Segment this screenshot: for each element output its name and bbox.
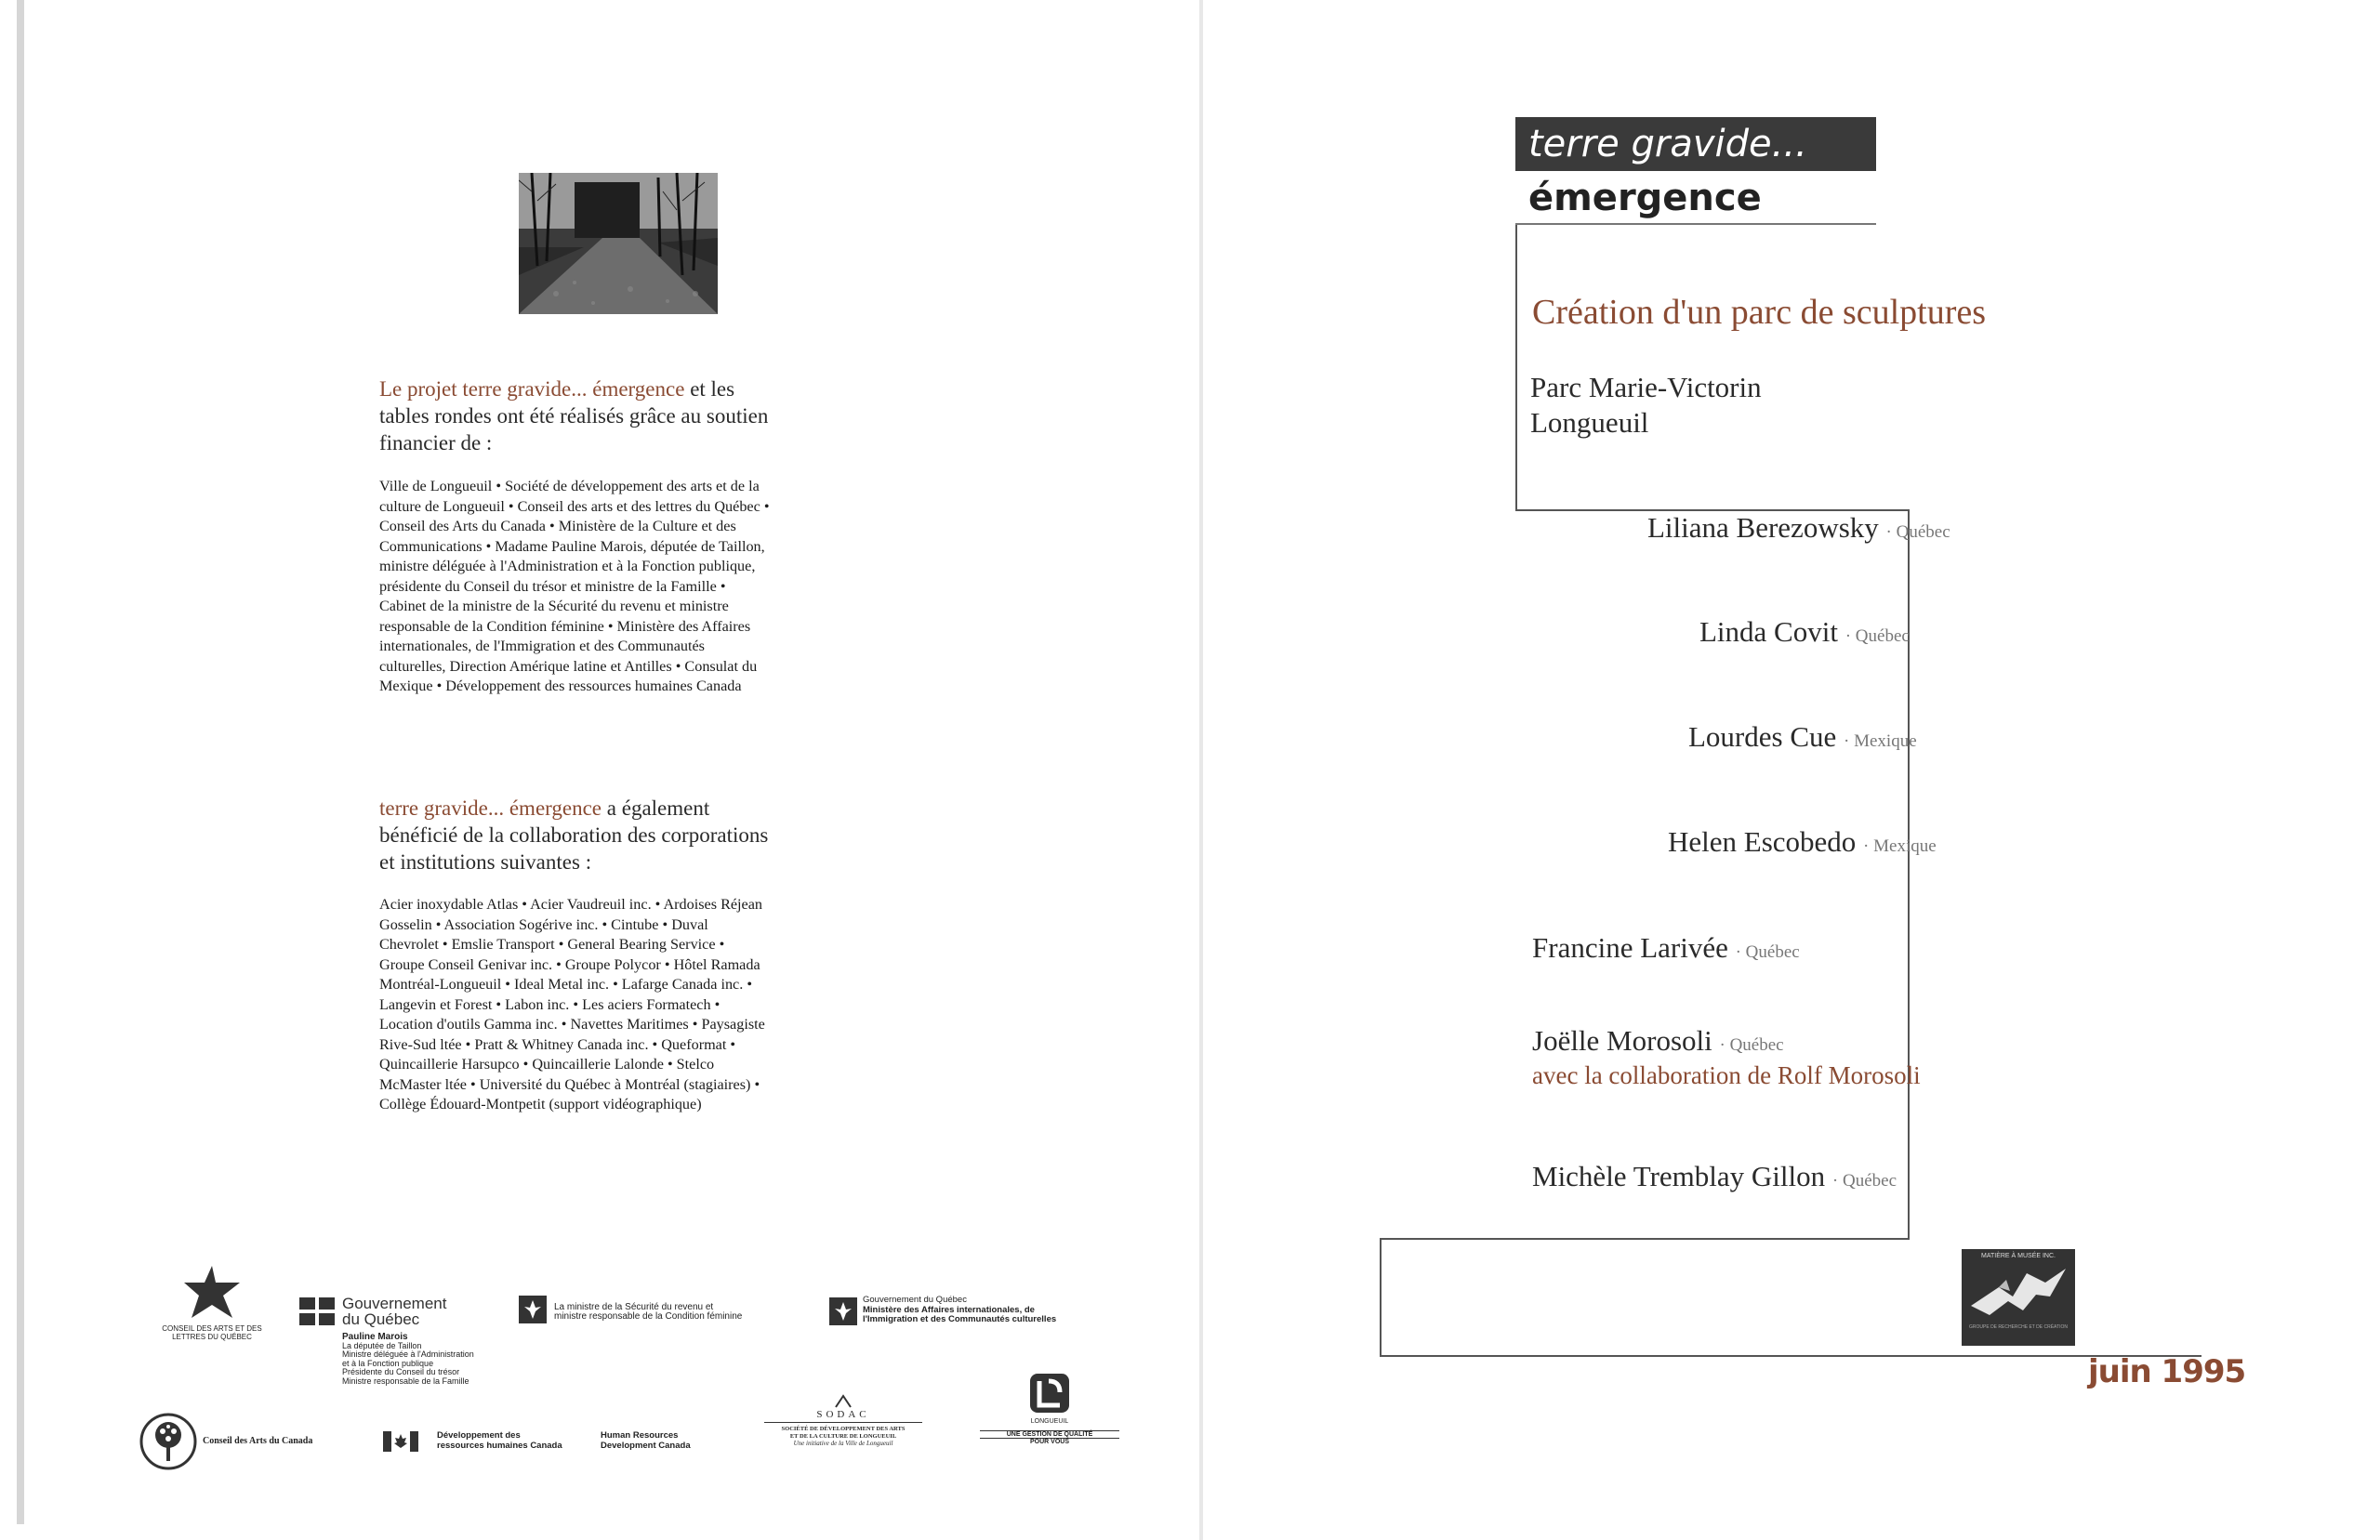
drhc-en-line2: Development Canada bbox=[601, 1440, 691, 1451]
funders-list: Ville de Longueuil • Société de développement des arts et de la culture de Longueuil • Conseil des arts et des lettres du Québec • Conseil des Arts du Canada • Ministère de la Culture et des Communications • Madame Pauline Marois, députée de Taillon, ministre déléguée à l'Administration et à la Fonction publique, présidente du Conseil du trésor et ministre de la Famille • Cabinet de la ministre de la Sécurité du revenu et ministre responsable de la Condition féminine • Ministère des Affaires internationales, de l'Immigration et des Communautés culturelles, Direction Amérique latine et Antilles • Consulat du Mexique • Développement des ressources humaines Canada bbox=[379, 478, 770, 694]
intro-2-accent: terre gravide... émergence bbox=[379, 796, 602, 820]
artist-country: · Québec bbox=[1831, 1171, 1897, 1191]
mai-line3: l'Immigration et des Communautés culturelles bbox=[863, 1314, 1057, 1324]
securite-revenu-logo bbox=[519, 1296, 779, 1327]
artist-country: · Mexique bbox=[1844, 731, 1917, 751]
mai-logo bbox=[829, 1296, 1099, 1333]
longueuil-label: LONGUEUIL bbox=[1030, 1418, 1069, 1425]
artist-name: Joëlle Morosoli bbox=[1532, 1024, 1712, 1057]
artist-country: · Québec bbox=[1719, 1035, 1784, 1055]
location bbox=[1530, 370, 1762, 441]
sponsors-list: Acier inoxydable Atlas • Acier Vaudreuil inc. • Ardoises Réjean Gosselin • Association Sogérive inc. • Cintube • Duval Chevrolet • Emslie Transport • General Bearing Service • Groupe Conseil Genivar inc. • Groupe Polycor • Hôtel Ramada Montréal-Longueuil • Ideal Metal inc. • Lafarge Canada inc. • Langevin et Forest • Labon inc. • Les aciers Formatech • Location d'outils Gamma inc. • Navettes Maritimes • Paysagiste Rive-Sud ltée • Pratt & Whitney Canada inc. • Queformat • Quincaillerie Harsupco • Quincaillerie Lalonde • Stelco McMaster ltée • Université du Québec à Montréal (stagiaires) • Collège Édouard-Montpetit (support vidéographique) bbox=[379, 896, 765, 1112]
longueuil-emblem-icon bbox=[1026, 1370, 1073, 1416]
calq-emblem-icon bbox=[156, 1264, 268, 1320]
longueuil-tag2: POUR VOUS bbox=[1029, 1439, 1069, 1445]
calq-logo bbox=[156, 1264, 268, 1366]
artist-row bbox=[1647, 511, 1950, 545]
sodac-logo bbox=[764, 1394, 922, 1459]
calq-label: CONSEIL DES ARTS ET DES LETTRES DU QUÉBEC bbox=[162, 1324, 262, 1341]
fleur-de-lis-icon bbox=[519, 1296, 547, 1323]
intro-paragraph-1 bbox=[379, 375, 779, 456]
artist-name: Francine Larivée bbox=[1532, 931, 1728, 964]
artist-name: Helen Escobedo bbox=[1668, 825, 1857, 858]
artist-country: · Mexique bbox=[1863, 836, 1937, 856]
location-line2: Longueuil bbox=[1530, 406, 1649, 439]
artist-row bbox=[1699, 615, 1910, 649]
artist-row bbox=[1532, 931, 1800, 965]
artist-country: · Québec bbox=[1885, 522, 1950, 542]
title-emergence: émergence bbox=[1515, 171, 1876, 225]
drhc-en-line1: Human Resources bbox=[601, 1430, 679, 1441]
mai-line1: Gouvernement du Québec bbox=[863, 1295, 967, 1305]
longueuil-tag1: UNE GESTION DE QUALITÉ bbox=[980, 1430, 1119, 1439]
artist-name: Liliana Berezowsky bbox=[1647, 511, 1879, 544]
date: juin 1995 bbox=[2088, 1353, 2246, 1390]
center-gutter bbox=[1199, 0, 1203, 1540]
museum-top-label: MATIÈRE À MUSÉE INC. bbox=[1981, 1253, 2056, 1259]
park-photo bbox=[519, 173, 718, 314]
drhc-fr-line1: Développement des bbox=[437, 1430, 521, 1441]
securite-line1: La ministre de la Sécurité du revenu et bbox=[554, 1302, 714, 1312]
artist-country: · Québec bbox=[1735, 942, 1800, 962]
securite-line2: ministre responsable de la Condition féminine bbox=[554, 1311, 743, 1322]
sodac-mark-icon bbox=[834, 1394, 853, 1409]
mai-line2: Ministère des Affaires internationales, de bbox=[863, 1304, 1035, 1315]
marois-name: Pauline Marois bbox=[342, 1332, 408, 1342]
artist-row bbox=[1668, 825, 1937, 859]
cac-tree-icon bbox=[139, 1413, 197, 1470]
artist-name: Lourdes Cue bbox=[1688, 720, 1837, 753]
frame-outer-bottom-line bbox=[1380, 1355, 2202, 1357]
artist-country: · Québec bbox=[1844, 626, 1910, 646]
intro-1-accent: Le projet terre gravide... émergence bbox=[379, 377, 685, 401]
frame-outer-left-line bbox=[1380, 1238, 1382, 1357]
artist-row bbox=[1532, 1024, 1784, 1058]
intro-2-rest: a également bénéficié de la collaboration des corporations et institutions suivantes : bbox=[379, 796, 769, 874]
eagle-emblem-icon bbox=[1962, 1259, 2075, 1324]
marois-line: La députée de Taillon bbox=[342, 1340, 422, 1350]
museum-bottom-label: GROUPE DE RECHERCHE ET DE CRÉATION bbox=[1969, 1324, 2068, 1330]
title-band: terre gravide... bbox=[1515, 117, 1876, 171]
matiere-a-musee-logo bbox=[1962, 1249, 2075, 1346]
frame-bottom-line bbox=[1380, 1238, 1910, 1240]
sodac-line3: Une initiative de la Ville de Longueuil bbox=[793, 1440, 893, 1447]
frame-left-line bbox=[1515, 225, 1517, 511]
cac-logo bbox=[139, 1413, 344, 1472]
intro-paragraph-2 bbox=[379, 795, 779, 875]
marois-line: et à la Fonction publique bbox=[342, 1358, 434, 1368]
sodac-line2: ET DE LA CULTURE DE LONGUEUIL bbox=[789, 1432, 897, 1440]
left-page-edge bbox=[17, 0, 24, 1524]
collaboration-note: avec la collaboration de Rolf Morosoli bbox=[1532, 1061, 1921, 1089]
marois-line: Ministre responsable de la Famille bbox=[342, 1375, 469, 1386]
gouv-line1: Gouvernement bbox=[342, 1295, 447, 1312]
artist-row bbox=[1688, 720, 1917, 754]
intro-1-rest: et les tables rondes ont été réalisés grâce au soutien financier de : bbox=[379, 377, 769, 454]
sodac-line1: SOCIÉTÉ DE DÉVELOPPEMENT DES ARTS bbox=[781, 1426, 906, 1432]
park-photo-image bbox=[519, 173, 718, 314]
drhc-fr-line2: ressources humaines Canada bbox=[437, 1440, 562, 1451]
location-line1: Parc Marie-Victorin bbox=[1530, 371, 1762, 403]
marois-line: Présidente du Conseil du trésor bbox=[342, 1367, 460, 1376]
fleur-de-lis-icon bbox=[829, 1297, 857, 1325]
gouv-line2: du Québec bbox=[342, 1310, 420, 1328]
artist-name: Linda Covit bbox=[1699, 615, 1838, 648]
drhc-logo bbox=[383, 1429, 736, 1457]
gouv-quebec-logo bbox=[299, 1296, 485, 1398]
canada-flag-icon bbox=[383, 1431, 418, 1452]
marois-line: Ministre déléguée à l'Administration bbox=[342, 1349, 474, 1359]
sodac-title: SODAC bbox=[764, 1409, 922, 1423]
artist-name: Michèle Tremblay Gillon bbox=[1532, 1160, 1826, 1192]
longueuil-logo bbox=[980, 1370, 1119, 1454]
subtitle: Création d'un parc de sculptures bbox=[1532, 293, 1987, 332]
quebec-flag-icon bbox=[299, 1297, 335, 1325]
cac-label: Conseil des Arts du Canada bbox=[203, 1436, 313, 1446]
artist-row bbox=[1532, 1160, 1897, 1193]
